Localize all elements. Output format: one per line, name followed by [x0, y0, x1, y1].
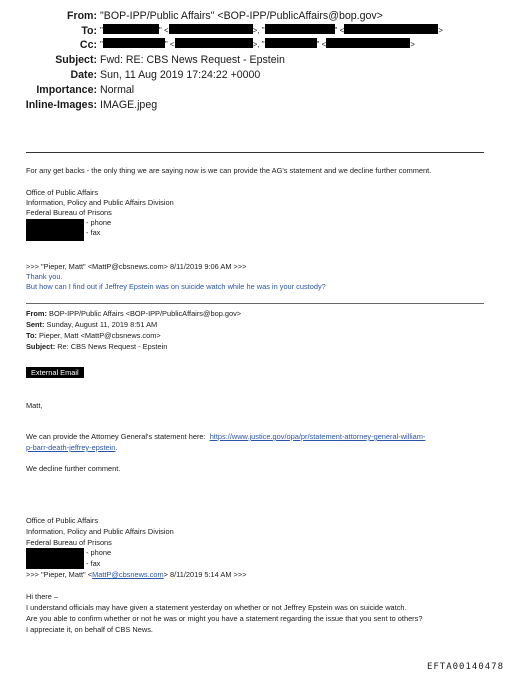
inline-images-value: IMAGE.jpeg	[100, 99, 158, 111]
decline-text: We decline further comment.	[26, 464, 121, 473]
sig2-line1: Office of Public Affairs	[26, 516, 99, 525]
from-value: "BOP-IPP/Public Affairs" <BOP-IPP/PublicAffairs@bop.gov>	[100, 10, 383, 22]
fwd-to-label: To:	[26, 331, 37, 340]
redaction-block	[26, 548, 84, 569]
subject-value: Fwd: RE: CBS News Request - Epstein	[100, 54, 285, 66]
header-cc-row	[0, 38, 512, 52]
quote2-header	[26, 570, 247, 580]
sig2-line3: Federal Bureau of Prisons	[26, 538, 112, 547]
quote2-prefix: >>> "Pieper, Matt" <	[26, 570, 93, 579]
sig1-line3: Federal Bureau of Prisons	[26, 208, 112, 217]
statement-line-2: p-barr-death-jeffrey-epstein.	[26, 443, 118, 452]
fwd-subject-label: Subject:	[26, 342, 56, 351]
fwd-sent-value: Sunday, August 11, 2019 8:51 AM	[46, 320, 158, 329]
sig1-phone: - phone	[86, 218, 112, 227]
fwd-sent-row	[26, 320, 157, 330]
para1: I understand officials may have given a statement yesterday on whether or not Jeffrey Epstein was on suicide watch.	[26, 603, 407, 612]
redaction-block	[344, 24, 438, 34]
sig2-phone: - phone	[86, 548, 112, 557]
quote2-email-link[interactable]: MattP@cbsnews.com	[92, 570, 164, 579]
fwd-from-row	[26, 309, 241, 319]
to-label: To:	[81, 25, 97, 37]
redaction-block	[265, 38, 317, 48]
from-label: From:	[66, 10, 97, 22]
sig1-line2: Information, Policy and Public Affairs Division	[26, 198, 174, 207]
date-label: Date:	[70, 69, 97, 81]
statement-link-part-2[interactable]: p-barr-death-jeffrey-epstein	[26, 443, 116, 452]
redaction-block	[265, 24, 335, 34]
date-value: Sun, 11 Aug 2019 17:24:22 +0000	[100, 69, 261, 81]
quote-header: >>> "Pieper, Matt" <MattP@cbsnews.com> 8/11/2019 9:06 AM >>>	[26, 262, 247, 271]
importance-value: Normal	[100, 84, 135, 96]
fwd-to-value: Pieper, Matt <MattP@cbsnews.com>	[39, 331, 161, 340]
redaction-block	[103, 38, 165, 48]
header-subject-row	[0, 53, 512, 67]
header-importance-row	[0, 83, 512, 97]
importance-label: Importance:	[36, 84, 97, 96]
header-from-row	[0, 9, 512, 23]
inline-images-label: Inline-Images:	[25, 99, 97, 111]
forward-divider	[26, 303, 484, 304]
quote2-suffix: > 8/11/2019 5:14 AM >>>	[163, 570, 247, 579]
greeting: Hi there –	[26, 592, 59, 601]
redaction-block	[175, 38, 253, 48]
header-inline-images-row	[0, 98, 512, 112]
fwd-sent-label: Sent:	[26, 320, 45, 329]
redaction-block	[103, 24, 159, 34]
sig1-line1: Office of Public Affairs	[26, 188, 99, 197]
para2: Are you able to confirm whether or not he was or might you have a statement regarding the issue that you sent to others?	[26, 614, 423, 623]
header-date-row	[0, 68, 512, 82]
statement-line	[26, 432, 425, 442]
sig1-fax: - fax	[86, 228, 101, 237]
salutation: Matt,	[26, 401, 43, 410]
redaction-block	[326, 38, 410, 48]
fwd-subject-row	[26, 342, 167, 352]
statement-text: We can provide the Attorney General's statement here:	[26, 432, 206, 441]
redaction-block	[169, 24, 253, 34]
fwd-from-value: BOP-IPP/Public Affairs <BOP-IPP/PublicAffairs@bop.gov>	[49, 309, 242, 318]
intro-text: For any get backs - the only thing we are saying now is we can provide the AG's statement and we decline further comment.	[26, 166, 432, 175]
document-id-footer: EFTA00140478	[426, 662, 504, 672]
header-divider	[26, 152, 484, 153]
quote-thanks: Thank you.	[26, 272, 63, 281]
statement-link-part-1[interactable]: https://www.justice.gov/opa/pr/statement-attorney-general-william-	[209, 432, 426, 441]
external-email-badge: External Email	[26, 367, 84, 378]
fwd-subject-value: Re: CBS News Request - Epstein	[57, 342, 168, 351]
to-recipients: " " < >, " " < >	[100, 26, 443, 35]
fwd-from-label: From:	[26, 309, 47, 318]
sig2-line2: Information, Policy and Public Affairs Division	[26, 527, 174, 536]
header-to-row	[0, 24, 512, 38]
cc-recipients: " " < >, " " < >	[100, 40, 415, 49]
redaction-block	[26, 219, 84, 241]
fwd-to-row	[26, 331, 161, 341]
cc-label: Cc:	[79, 39, 97, 51]
subject-label: Subject:	[55, 54, 97, 66]
sig2-fax: - fax	[86, 559, 101, 568]
para3: I appreciate it, on behalf of CBS News.	[26, 625, 153, 634]
quote-question: But how can I find out if Jeffrey Epstein was on suicide watch while he was in your custody?	[26, 282, 326, 291]
